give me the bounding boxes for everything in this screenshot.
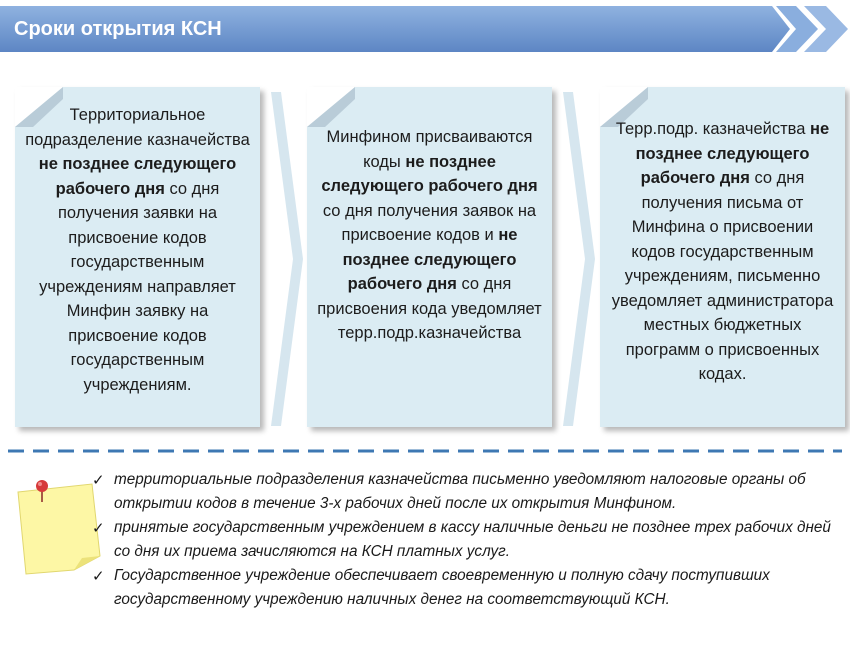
emphasis-text: не позднее следующего рабочего дня xyxy=(635,120,830,187)
step-text-3 xyxy=(608,117,837,387)
check-icon: ✓ xyxy=(92,567,105,585)
body-text: Терр.подр. казначейства xyxy=(615,120,811,138)
step-text-2 xyxy=(315,125,544,346)
step-text-1 xyxy=(23,103,252,397)
emphasis-text: не позднее следующего рабочего дня xyxy=(321,152,538,195)
page-fold-icon xyxy=(307,87,355,127)
sticky-note-icon xyxy=(8,470,104,578)
body-text: со дня присвоения кода уведомляет терр.подр.казначейства xyxy=(317,275,542,342)
dashed-divider xyxy=(8,449,842,453)
chevron-right-icon xyxy=(563,92,595,426)
body-text: со дня получения письма от Минфина о присвоении кодов государственным учреждениям, письменно уведомляет администратора местных бюджетных программ о присвоенных кодах. xyxy=(611,169,834,383)
list-item: ✓ территориальные подразделения казначейства письменно уведомляют налоговые органы об открытии кодов в течение 3-х рабочих дней после их открытия Минфином. xyxy=(92,468,832,516)
page-title: Сроки открытия КСН xyxy=(14,18,222,40)
list-item: ✓ принятые государственным учреждением в кассу наличные деньги не позднее трех рабочих дней со дня их приема зачисляются на КСН платных услуг. xyxy=(92,516,832,564)
step-card-1 xyxy=(15,87,260,427)
notes-list xyxy=(92,468,832,612)
body-text: Минфином присваиваются коды xyxy=(326,128,533,171)
header-banner xyxy=(0,6,850,52)
step-card-3 xyxy=(600,87,845,427)
body-text: со дня получения заявки на присвоение кодов государственным учреждениям направляет Минфин заявку на присвоение кодов государственным учреждениям. xyxy=(39,179,236,394)
list-item: ✓ Государственное учреждение обеспечивает своевременную и полную сдачу поступивших государственному учреждению наличных денег на соответствующий КСН. xyxy=(92,564,832,612)
body-text: со дня получения заявок на присвоение кодов и xyxy=(322,201,537,244)
body-text: Территориальное подразделение казначейства xyxy=(25,106,250,149)
chevron-right-icon xyxy=(271,92,303,426)
emphasis-text: не позднее следующего рабочего дня xyxy=(38,155,237,198)
check-icon: ✓ xyxy=(92,519,105,537)
emphasis-text: не позднее следующего рабочего дня xyxy=(342,226,518,293)
step-card-2 xyxy=(307,87,552,427)
check-icon: ✓ xyxy=(92,471,105,489)
